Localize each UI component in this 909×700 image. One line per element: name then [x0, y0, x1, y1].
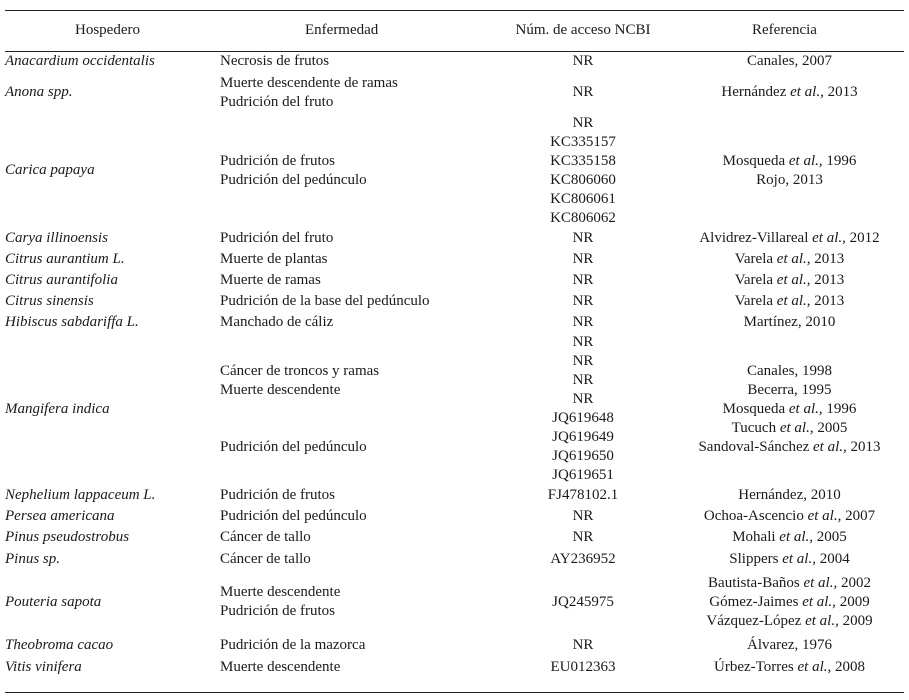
accession-number: NR [572, 114, 594, 131]
accession-cell [485, 291, 665, 312]
accession-cell [485, 485, 665, 506]
reference-etal: et al., [797, 658, 832, 675]
table-body [5, 51, 904, 678]
accession-number: NR [572, 508, 594, 524]
accession-number: JQ619649 [552, 429, 614, 445]
host-cell: Anona spp. [5, 84, 73, 100]
table-row [5, 333, 904, 485]
accession-cell [485, 548, 665, 570]
table-row [5, 506, 904, 527]
accession-number: KC806060 [550, 171, 616, 188]
host-cell: Citrus sinensis [5, 293, 94, 309]
pathogen-host-table [5, 10, 904, 678]
reference-cell [665, 228, 904, 249]
reference-citation [675, 313, 904, 332]
reference-author: Varela [734, 272, 774, 288]
table-row [5, 113, 904, 228]
disease-line: Pudrición de frutos [220, 487, 335, 503]
disease-cell [215, 485, 485, 506]
reference-citation [675, 574, 904, 593]
host-cell: Carya illinoensis [5, 230, 108, 246]
reference-author: Slippers [729, 550, 779, 567]
disease-line: Muerte descendente [220, 658, 341, 675]
reference-citation [675, 271, 904, 290]
reference-citation [675, 507, 904, 526]
accession-number: NR [572, 334, 594, 350]
disease-line: Cáncer de tallo [220, 550, 311, 567]
reference-citation [675, 381, 904, 400]
reference-cell [665, 291, 904, 312]
disease-line: Muerte descendente de ramas [220, 74, 398, 91]
table-row [5, 270, 904, 291]
host-cell: Persea americana [5, 508, 115, 524]
accession-number: JQ619650 [552, 448, 614, 464]
reference-author: Vázquez-López [706, 612, 802, 629]
accession-number: NR [572, 636, 594, 653]
reference-cell [665, 72, 904, 113]
accession-cell [485, 51, 665, 72]
reference-cell [665, 527, 904, 548]
host-cell: Anacardium occidentalis [5, 53, 155, 69]
reference-year: 1996 [826, 152, 857, 169]
reference-year: 1996 [826, 400, 857, 417]
accession-number: NR [572, 53, 594, 69]
accession-cell [485, 634, 665, 656]
reference-year: 2009 [842, 612, 873, 629]
host-cell: Nephelium lappaceum L. [5, 487, 156, 503]
table-row [5, 634, 904, 656]
disease-cell [215, 72, 485, 113]
host-cell: Hibiscus sabdariffa L. [5, 314, 139, 330]
table-row [5, 656, 904, 678]
host-cell: Vitis vinifera [5, 658, 82, 675]
host-cell: Mangifera indica [5, 400, 110, 417]
reference-etal: et al., [779, 419, 814, 436]
disease-line: Muerte de ramas [220, 272, 321, 288]
reference-etal: et al., [802, 593, 836, 610]
reference-etal: et al., [803, 574, 838, 591]
reference-author: Tucuch [731, 419, 777, 436]
reference-cell [665, 51, 904, 72]
table-row [5, 51, 904, 72]
host-cell: Pinus sp. [5, 550, 61, 567]
reference-author: Becerra, 1995 [747, 381, 832, 398]
reference-etal: et al., [776, 251, 811, 267]
column-header-reference: Referencia [752, 22, 817, 38]
table-row [5, 72, 904, 113]
reference-cell [665, 312, 904, 333]
reference-author: Bautista-Baños [708, 574, 800, 591]
reference-etal: et al., [807, 508, 842, 524]
reference-cell [665, 249, 904, 270]
reference-citation [675, 550, 904, 569]
disease-cell [215, 249, 485, 270]
disease-line: Muerte descendente [220, 584, 341, 600]
reference-year: 2013 [814, 293, 845, 309]
reference-author: Gómez-Jaimes [709, 593, 799, 610]
reference-cell [665, 506, 904, 527]
reference-citation [675, 83, 904, 102]
accession-number: NR [572, 314, 594, 330]
disease-cell [215, 656, 485, 678]
accession-number: NR [572, 272, 594, 288]
accession-number: NR [572, 391, 594, 407]
reference-citation [675, 612, 904, 631]
reference-citation [675, 593, 904, 612]
disease-line: Cáncer de tallo [220, 529, 311, 545]
disease-line [220, 400, 485, 419]
reference-cell [665, 656, 904, 678]
reference-year: 2004 [819, 550, 850, 567]
table-row [5, 312, 904, 333]
reference-year: 2013 [850, 438, 881, 455]
reference-author: Hernández [721, 84, 787, 100]
accession-number: KC806061 [550, 190, 616, 207]
accession-number: NR [572, 372, 594, 388]
disease-line: Cáncer de troncos y ramas [220, 362, 380, 379]
accession-cell [485, 656, 665, 678]
reference-cell [665, 634, 904, 656]
disease-cell [215, 51, 485, 72]
disease-cell [215, 527, 485, 548]
disease-line: Pudrición del fruto [220, 230, 334, 246]
column-header-accession: Núm. de acceso NCBI [515, 22, 651, 38]
accession-cell [485, 228, 665, 249]
accession-number: NR [572, 230, 594, 246]
disease-line: Pudrición de frutos [220, 603, 335, 619]
accession-cell [485, 333, 665, 485]
disease-line [220, 419, 485, 438]
reference-etal: et al., [779, 529, 814, 545]
accession-cell [485, 270, 665, 291]
accession-cell [485, 506, 665, 527]
host-cell: Theobroma cacao [5, 636, 114, 653]
disease-cell [215, 548, 485, 570]
accession-number: KC806062 [550, 209, 616, 226]
accession-number: JQ619648 [552, 410, 614, 426]
reference-author: Ochoa-Ascencio [703, 508, 804, 524]
reference-cell [665, 333, 904, 485]
reference-author: Hernández, 2010 [738, 487, 841, 503]
reference-year: 2013 [814, 272, 845, 288]
reference-year: 2013 [814, 251, 845, 267]
accession-number: AY236952 [550, 550, 616, 567]
accession-number: KC335158 [550, 152, 616, 169]
reference-citation [675, 419, 904, 438]
column-header-disease: Enfermedad [305, 22, 379, 38]
disease-cell [215, 291, 485, 312]
table-row [5, 570, 904, 634]
host-cell: Citrus aurantifolia [5, 272, 118, 288]
reference-citation [675, 292, 904, 311]
accession-number: JQ245975 [552, 593, 614, 610]
reference-author: Mohali [732, 529, 776, 545]
reference-etal: et al., [812, 230, 846, 246]
reference-author: Varela [734, 251, 774, 267]
reference-etal: et al., [790, 84, 824, 100]
disease-line: Manchado de cáliz [220, 314, 334, 330]
reference-author: Álvarez, 1976 [747, 636, 832, 653]
disease-cell [215, 634, 485, 656]
accession-number: FJ478102.1 [547, 487, 619, 503]
reference-etal: et al., [813, 438, 847, 455]
reference-citation [675, 636, 904, 655]
disease-line: Pudrición del pedúnculo [220, 508, 367, 524]
host-cell: Citrus aurantium L. [5, 251, 125, 267]
bottom-rule [5, 692, 904, 693]
reference-citation [675, 250, 904, 269]
reference-year: 2009 [839, 593, 870, 610]
disease-line: Pudrición del pedúnculo [220, 438, 367, 455]
disease-line: Pudrición del pedúnculo [220, 171, 367, 188]
reference-author: Martínez, 2010 [743, 314, 836, 330]
accession-number: KC335157 [550, 133, 616, 150]
reference-citation [675, 52, 904, 71]
reference-cell [665, 113, 904, 228]
reference-citation [675, 486, 904, 505]
host-cell: Carica papaya [5, 162, 95, 178]
table-row [5, 548, 904, 570]
reference-author: Mosqueda [722, 152, 786, 169]
reference-etal: et al., [776, 293, 811, 309]
reference-etal: et al., [788, 152, 823, 169]
disease-line: Necrosis de frutos [220, 53, 330, 69]
accession-cell [485, 312, 665, 333]
accession-number: NR [572, 251, 594, 267]
disease-line: Pudrición de frutos [220, 152, 335, 169]
reference-year: 2005 [817, 419, 848, 436]
reference-cell [665, 485, 904, 506]
accession-number: EU012363 [550, 658, 616, 675]
accession-number: NR [572, 353, 594, 369]
accession-cell [485, 570, 665, 634]
disease-cell [215, 333, 485, 485]
reference-author: Alvidrez-Villareal [699, 230, 809, 246]
accession-number: JQ619651 [552, 467, 614, 483]
table-row [5, 228, 904, 249]
reference-citation [675, 171, 904, 190]
disease-cell [215, 113, 485, 228]
reference-author: Rojo, 2013 [756, 171, 823, 188]
reference-citation [675, 362, 904, 381]
reference-year: 2007 [845, 508, 876, 524]
table-row [5, 485, 904, 506]
disease-line: Pudrición del fruto [220, 93, 334, 110]
disease-cell [215, 270, 485, 291]
reference-cell [665, 548, 904, 570]
reference-citation [675, 400, 904, 419]
reference-year: 2005 [816, 529, 847, 545]
accession-cell [485, 113, 665, 228]
table-header [5, 10, 904, 51]
host-cell: Pinus pseudostrobus [5, 529, 130, 545]
reference-citation [675, 658, 904, 677]
reference-etal: et al., [805, 612, 839, 629]
reference-cell [665, 270, 904, 291]
reference-author: Canales, 2007 [747, 53, 832, 69]
reference-citation [675, 528, 904, 547]
table-row [5, 527, 904, 548]
table-row [5, 291, 904, 312]
disease-line: Pudrición de la base del pedúnculo [220, 293, 430, 309]
reference-citation [675, 438, 904, 457]
disease-line: Muerte descendente [220, 381, 341, 398]
host-cell: Pouteria sapota [5, 593, 102, 610]
reference-etal: et al., [776, 272, 811, 288]
accession-cell [485, 72, 665, 113]
reference-author: Mosqueda [722, 400, 786, 417]
reference-etal: et al., [782, 550, 816, 567]
reference-etal: et al., [788, 400, 823, 417]
accession-number: NR [572, 529, 594, 545]
accession-number: NR [572, 293, 594, 309]
reference-author: Varela [734, 293, 774, 309]
disease-line: Muerte de plantas [220, 251, 328, 267]
reference-author: Sandoval-Sánchez [698, 438, 810, 455]
disease-cell [215, 570, 485, 634]
reference-year: 2012 [849, 230, 880, 246]
disease-cell [215, 228, 485, 249]
reference-year: 2002 [840, 574, 871, 591]
table-row [5, 249, 904, 270]
accession-cell [485, 527, 665, 548]
accession-cell [485, 249, 665, 270]
reference-citation [675, 152, 904, 171]
reference-year: 2013 [827, 84, 858, 100]
disease-line: Pudrición de la mazorca [220, 636, 366, 653]
disease-cell [215, 312, 485, 333]
reference-author: Úrbez-Torres [714, 658, 794, 675]
accession-number: NR [572, 84, 594, 100]
column-header-host: Hospedero [75, 22, 140, 38]
disease-cell [215, 506, 485, 527]
reference-citation [675, 229, 904, 248]
reference-author: Canales, 1998 [747, 362, 832, 379]
reference-cell [665, 570, 904, 634]
reference-year: 2008 [835, 658, 865, 675]
